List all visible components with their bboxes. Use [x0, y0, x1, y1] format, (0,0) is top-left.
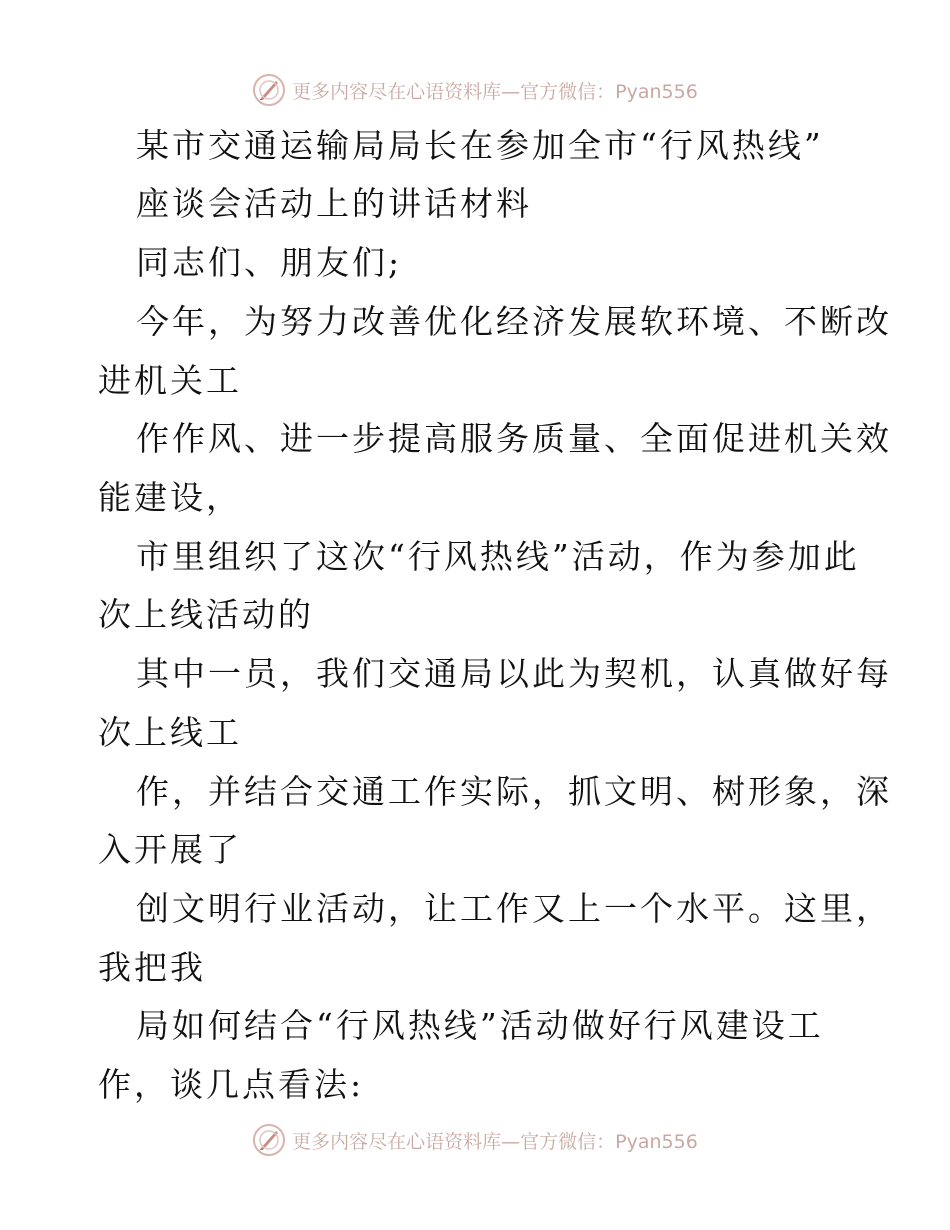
text-line: 我把我	[98, 948, 206, 987]
header-banner-text: 更多内容尽在心语资料库—官方微信：Pyan556	[292, 80, 698, 103]
text-line: 座谈会活动上的讲话材料	[136, 184, 532, 223]
text-line: 同志们、朋友们;	[136, 243, 403, 282]
text-line: 入开展了	[98, 830, 242, 869]
text-line: 进机关工	[98, 361, 242, 400]
text-line: 作作风、进一步提高服务质量、全面促进机关效	[136, 419, 892, 458]
text-line: 能建设，	[98, 478, 242, 517]
quill-pen-logo-icon	[252, 73, 286, 107]
text-line: 今年，为努力改善优化经济发展软环境、不断改	[136, 302, 892, 341]
header-banner	[0, 70, 950, 110]
text-line: 某市交通运输局局长在参加全市“行风热线”	[136, 126, 824, 165]
quill-pen-logo-icon	[252, 1123, 286, 1157]
text-line: 作，谈几点看法:	[98, 1065, 365, 1104]
text-line: 其中一员，我们交通局以此为契机，认真做好每	[136, 654, 892, 693]
text-line: 次上线活动的	[98, 595, 314, 634]
text-line: 市里组织了这次“行风热线”活动，作为参加此	[136, 537, 860, 576]
text-line: 次上线工	[98, 713, 242, 752]
text-line: 局如何结合“行风热线”活动做好行风建设工	[136, 1006, 824, 1045]
footer-banner	[0, 1120, 950, 1160]
footer-banner-text: 更多内容尽在心语资料库—官方微信：Pyan556	[292, 1130, 698, 1153]
text-line: 作，并结合交通工作实际，抓文明、树形象，深	[136, 772, 892, 811]
text-line: 创文明行业活动，让工作又上一个水平。这里，	[136, 889, 892, 928]
